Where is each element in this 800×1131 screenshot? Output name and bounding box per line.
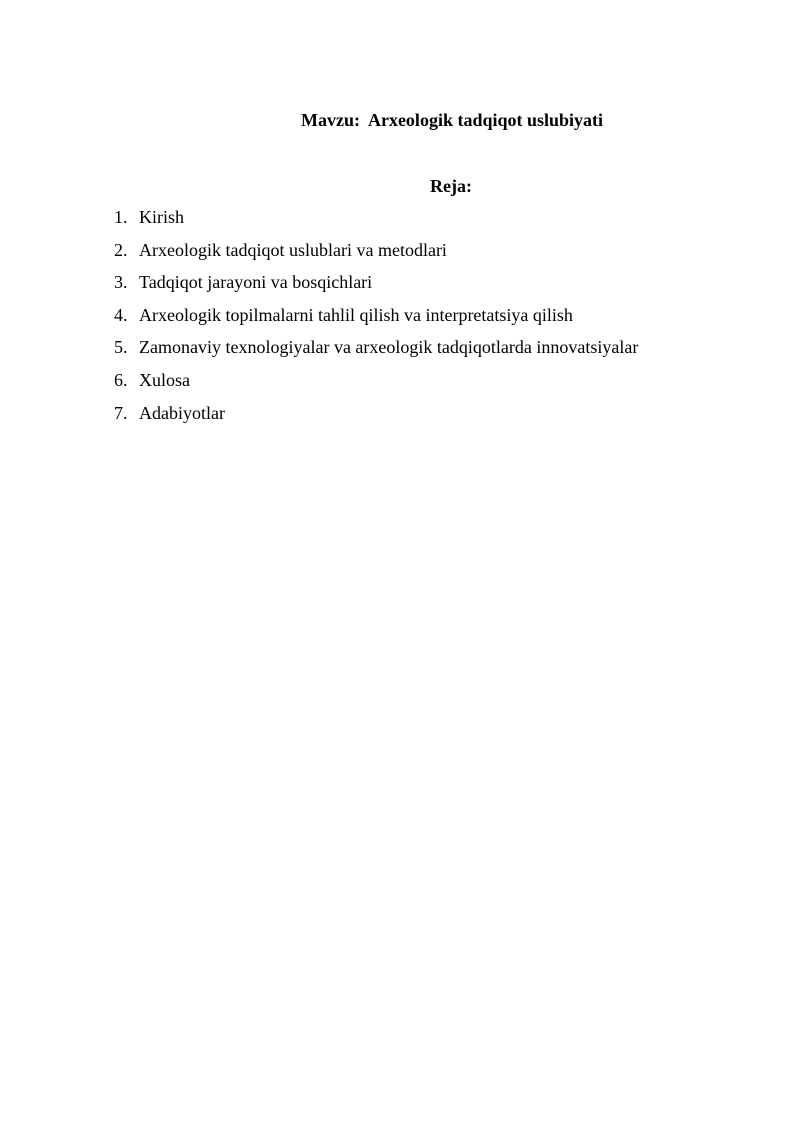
list-item <box>114 205 638 238</box>
list-item-number: 3. <box>114 272 128 293</box>
list-item-text: Arxeologik tadqiqot uslublari va metodlari <box>139 239 447 260</box>
list-item <box>114 335 638 368</box>
list-item-number: 7. <box>114 402 128 423</box>
list-item-text: Arxeologik topilmalarni tahlil qilish va interpretatsiya qilish <box>139 304 573 325</box>
list-item-number: 5. <box>114 337 128 358</box>
list-item-number: 2. <box>114 239 128 260</box>
list-item-number: 1. <box>114 207 128 227</box>
plan-list <box>114 205 638 433</box>
list-item-text: Zamonaviy texnologiyalar va arxeologik tadqiqotlarda innovatsiyalar <box>139 337 639 358</box>
list-item-text: Kirish <box>139 207 184 227</box>
list-item <box>114 270 638 303</box>
list-item-number: 4. <box>114 304 128 325</box>
list-item-text: Tadqiqot jarayoni va bosqichlari <box>139 272 373 293</box>
plan-heading: Reja: <box>430 176 472 196</box>
list-item <box>114 401 638 434</box>
list-item-text: Xulosa <box>139 369 190 390</box>
list-item-number: 6. <box>114 369 128 390</box>
list-item-text: Adabiyotlar <box>139 402 225 423</box>
list-item <box>114 303 638 336</box>
list-item <box>114 368 638 401</box>
document-title: Mavzu: Arxeologik tadqiqot uslubiyati <box>300 110 604 130</box>
list-item <box>114 238 638 271</box>
